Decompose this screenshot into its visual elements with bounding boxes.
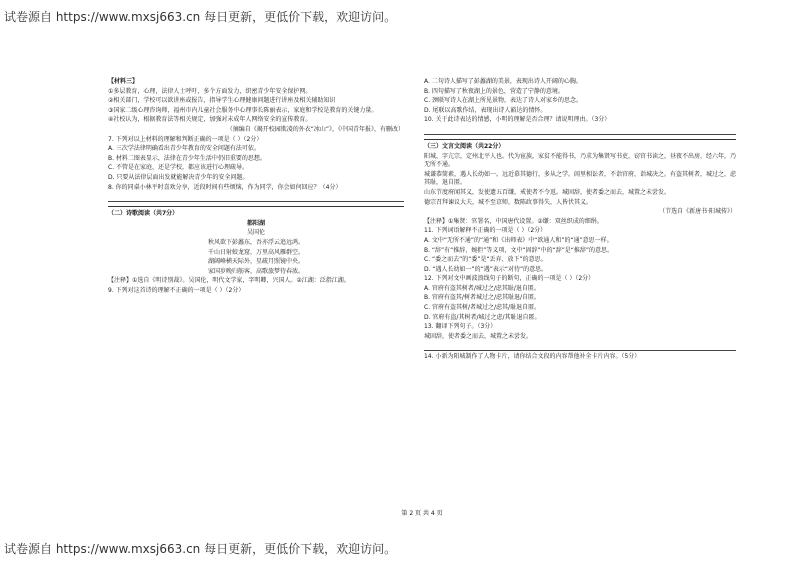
- classical-source: （节选自《新唐书·阳城传》）: [659, 208, 736, 216]
- material-source: （摘编自《揭开校园欺凌的外衣“冰山”》，《中国青年报》，有删改）: [226, 125, 404, 133]
- question-12-option-a: A. 官府有盗其树者/城过之/虑其耻/退自匿。: [424, 284, 540, 292]
- question-11-option-d: D. “遇人长幼如一”的“遇”表示“对待”的意思。: [424, 265, 548, 273]
- poem-line-2: 千山日射蛟龙窟，万里高风雁群空。: [207, 248, 304, 256]
- right-column: [424, 78, 736, 363]
- watermark-top: 试卷源自 https://www.mxsj663.cn 每日更新，更低价下载，欢迎访问。: [4, 10, 397, 24]
- watermark-bottom: 试卷源自 https://www.mxsj663.cn 每日更新，更低价下载，欢迎访问。: [4, 542, 397, 556]
- question-11-option-b: B. “辞”有“推辞、婉拒”等义项，文中“固辞”中的“辞”是“推辞”的意思。: [424, 246, 614, 254]
- section-divider: [108, 206, 404, 207]
- material-para-4: ④社校认为，根据教育法等相关规定，加强对未成年人网络安全的宣传教育。: [108, 116, 312, 124]
- poem-note: 【注释】①选自《明诗别裁》。吴国伦，明代文学家，字明卿，兴国人。②江湖：泛指江湖。: [108, 277, 350, 285]
- question-9-option-b: B. 四句描写了秋夜湖上的景色，营造了宁静的意境。: [424, 87, 564, 95]
- material-para-2: ②相关部门，学校可以欲讲座或报告，指导学生心理健康问题进行讲座及相关辅助知识: [108, 97, 336, 105]
- question-9: 9. 下列对这首诗的理解不正确的一项是（ ）（2分）: [108, 286, 245, 294]
- question-11: 11. 下列词语解释不正确的一项是（ ）（2分）: [424, 227, 547, 235]
- material-para-1: ①多层教育，心理，法律人士呼吁，多个方面发力，织密青少年安全保护网。: [108, 87, 312, 95]
- page-number: 第 2 页 共 4 页: [401, 510, 443, 517]
- poem-line-3: 湖阔峰横天际外，星疏月照镜中央。: [207, 258, 304, 266]
- poem-line-4: 家国岁晚归舫客，高歌旅梦待春浓。: [207, 267, 304, 275]
- material-three-title: 【材料三】: [108, 78, 139, 85]
- exam-sheet: [108, 78, 736, 518]
- classical-para-4: 德宗召拜谏议大夫，城不至京师，数陈政事得失，人皆伏其义。: [424, 198, 593, 206]
- classical-note: 【注释】①集贤：官署名，中国唐代设置。②缣：双丝织成的细绢。: [424, 217, 603, 225]
- question-12-option-d: D. 官府有盗/其树者/城过之虑/其耻退自匿。: [424, 313, 541, 321]
- question-12: 12. 下列对文中画波浪线句子的断句，正确的一项是（ ）（2分）: [424, 275, 595, 283]
- classical-para-2: 城谦恭简素，遇人长幼如一。远近慕其德行，多从之学。闾里相讼者，不诣官府，诣城决之。有盗其树者，城过之，虑其耻，退自匿。: [424, 170, 737, 187]
- classical-para-1: 阳城，字亢宗，定州北平人也。代为宦族，家贫不能得书，乃求为集贤写书吏，窃官书读之，昼夜不出房，经六年，乃无所不通。: [424, 152, 737, 169]
- question-13-sentence: 城固辞，使者委之而去，城置之未尝发。: [424, 332, 533, 340]
- question-12-option-b: B. 官府有盗其/树者城过之/虑其耻退/自匿。: [424, 294, 540, 302]
- left-column: [108, 78, 404, 296]
- question-7-option-b: B. 材料二图表显示，法律在青少年生活中仍旧重要的思想。: [108, 154, 266, 162]
- question-9-option-a: A. 二句诗人描写了彭蠡湖的美景，表现出诗人开阔的心胸。: [424, 78, 582, 85]
- classical-para-3: 山东节度府闻其义，发使遗五百缣，戒使者不令返。城固辞，使者委之而去，城置之未尝发。: [424, 188, 671, 196]
- poem-line-1: 秋风欲下彭蠡东，吾亦浮云追远鸿。: [207, 238, 304, 246]
- answer-line: [424, 127, 736, 135]
- poem-title: 都阳湖: [246, 219, 265, 227]
- material-para-3: ③国家二级心理咨询师，福州市内儿童社会服务中心理事长陈丽表示，家庭和学校是教育的关键力量。: [108, 106, 378, 114]
- answer-line: [108, 194, 404, 202]
- question-10: 10. 关于此诗表达的情感，小明的理解是否合理？请说明理由。（3分）: [424, 116, 611, 124]
- question-7-option-c: C. 不管是在家庭，还是学校，都应该进行心理疏导。: [108, 164, 249, 172]
- question-9-option-c: C. 颈联写诗人在湖上所见景物，表达了诗人对家乡的思念。: [424, 97, 583, 105]
- question-12-option-c: C. 官府有盗其树/者城过之/虑其/耻退自匿。: [424, 304, 541, 312]
- question-14: 14. 小新为阳城制作了人物卡片，请你结合文段的内容帮他补全卡片内容。（5分）: [424, 353, 641, 361]
- section-poetry-title: （二）诗歌阅读（共7分）: [108, 210, 179, 218]
- answer-line: [424, 343, 736, 351]
- section-classical-title: （三）文言文阅读（共22分）: [424, 142, 505, 150]
- question-13: 13. 翻译下列句子。（3分）: [424, 323, 497, 331]
- question-9-option-d: D. 尾联以高歌作结，表现出诗人豁达的情怀。: [424, 106, 547, 114]
- question-7-option-d: D. 只要从法律层面出发就能解决青少年的安全问题。: [108, 173, 249, 181]
- question-7-option-a: A. 三次学法律明确看出青少年教育的安全问题有法可依。: [108, 145, 260, 153]
- poem-author: 吴国伦: [246, 229, 265, 237]
- question-11-option-c: C. “委之而去”的“委”是“丢弃、放下”的意思。: [424, 256, 547, 264]
- section-divider: [424, 139, 736, 140]
- question-11-option-a: A. 文中“无所不通”的“通”和《出师表》中“欲通人和”的“通”意思一样。: [424, 236, 613, 244]
- question-8: 8. 你的同桌小林平时喜欢分享，近段时间有些烦恼，作为同学，你会如何回应？（4分）: [108, 183, 342, 191]
- question-7: 7. 下列对以上材料的理解和判断正确的一项是（ ）（2分）: [108, 135, 263, 143]
